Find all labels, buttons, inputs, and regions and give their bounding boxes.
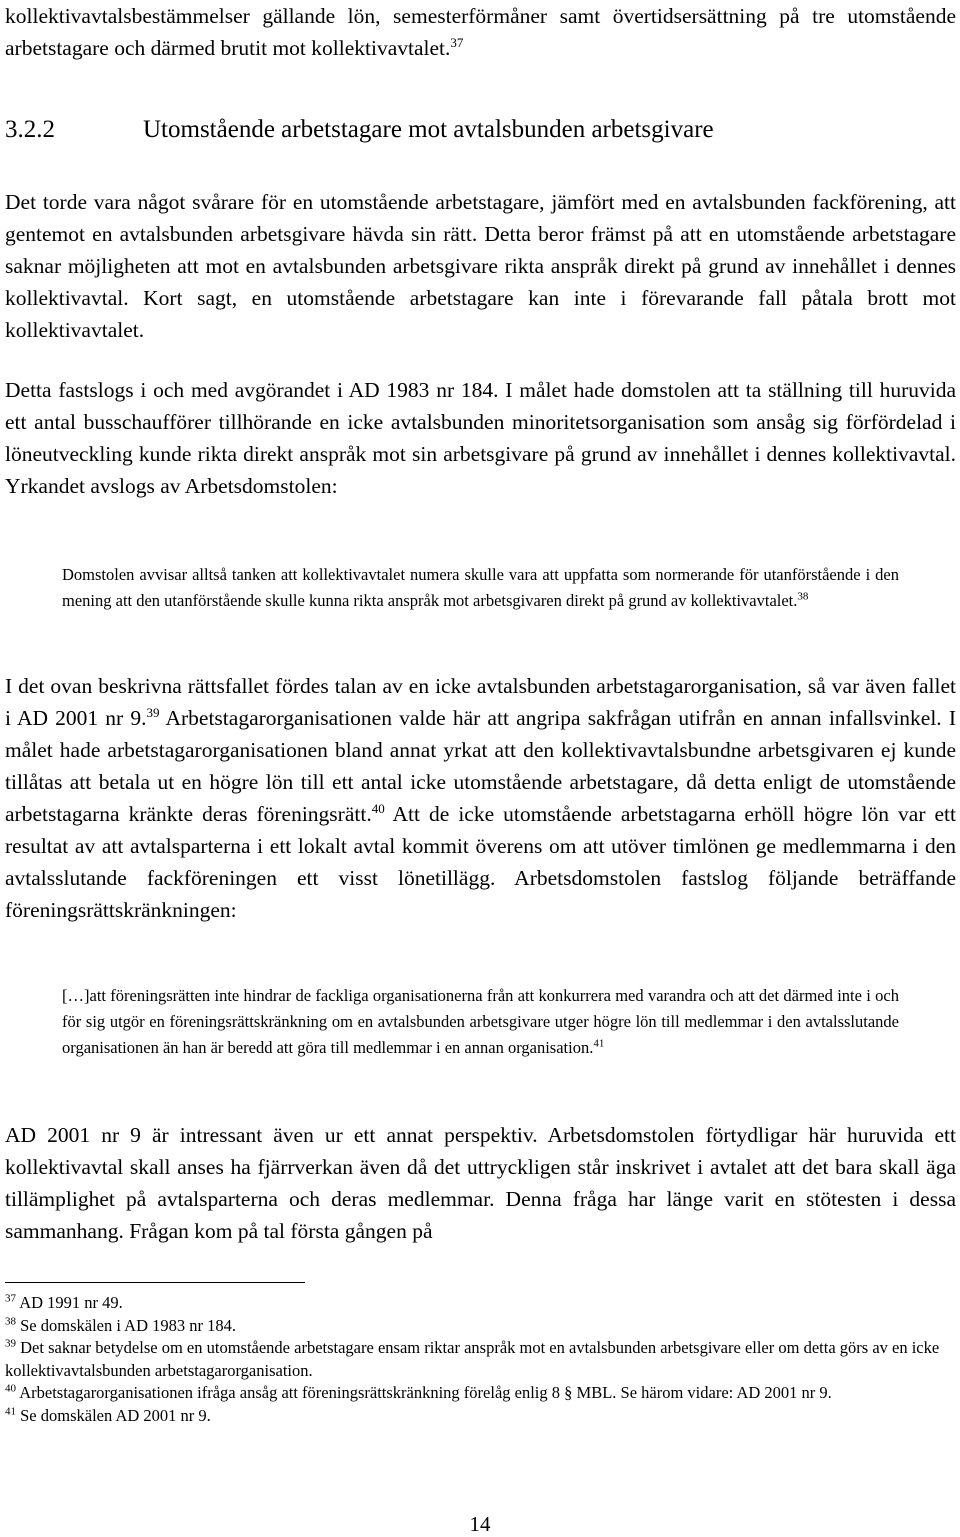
section-heading [5, 114, 956, 146]
footnote [5, 1292, 956, 1315]
paragraph [5, 374, 956, 502]
paragraph-text: kollektivavtalsbestämmelser gällande lön, semesterförmåner samt övertidsersättning på tre utomstående arbetstagare och därmed brutit mot kollektivavtalet. [5, 4, 956, 60]
footnote-ref: 41 [593, 1037, 605, 1050]
footnote [5, 1315, 956, 1338]
footnote-number: 40 [5, 1382, 16, 1395]
paragraph-text: AD 2001 nr 9 är intressant även ur ett annat perspektiv. Arbetsdomstolen förtydligar här huruvida ett kollektivavtal skall anses ha fjärrverkan även då det uttryckligen står inskrivet i avtalet att det bara skall äga tillämplighet på avtalsparterna och deras medlemmar. Denna fråga har länge varit en stötesten i dessa sammanhang. Frågan kom på tal första gången på [5, 1123, 956, 1243]
footnote-text: Se domskälen i AD 1983 nr 184. [20, 1315, 236, 1335]
paragraph [5, 1119, 956, 1247]
paragraph [5, 670, 956, 926]
footnote-ref: 40 [371, 800, 385, 816]
footnote [5, 1337, 956, 1382]
footnote-number: 38 [5, 1315, 16, 1327]
quote-text: Domstolen avvisar alltså tanken att kollektivavtalet numera skulle vara att uppfatta som normerande för utanförstående i den mening att den utanförstående skulle kunna rikta anspråk mot arbetsgivaren direkt på grund av kollektivavtalet. [62, 565, 899, 610]
paragraph-text: Att de icke utomstående arbetstagarna erhöll högre lön var ett resultat av att avtalsparterna i ett lokalt avtal kommit överens om att utöver timlönen ge medlemmarna i den avtalsslutande fackföreningen ett visst lönetillägg. Arbetsdomstolen fastslog följande beträffande föreningsrättskränkningen: [5, 802, 956, 922]
footnote-text: Arbetstagarorganisationen ifråga ansåg att föreningsrättskränkning förelåg enlig 8 § MBL. Se härom vidare: AD 2001 nr 9. [19, 1383, 832, 1402]
paragraph-text: Det torde vara något svårare för en utomstående arbetstagare, jämfört med en avtalsbunden fackförening, att gentemot en avtalsbunden arbetsgivare hävda sin rätt. Detta beror främst på att en utomstående arbetstagare saknar möjligheten att mot en avtalsbunden arbetsgivare rikta anspråk direkt på grund av innehållet i dennes kollektivavtal. Kort sagt, en utomstående arbetstagare kan inte i förevarande fall påtala brott mot kollektivavtalet. [5, 190, 956, 342]
quote-text: […]att föreningsrätten inte hindrar de fackliga organisationerna från att konkurrera med varandra och att det därmed inte i och för sig utgör en föreningsrättskränkning om en avtalsbunden arbetsgivare utger högre lön till medlemmar i den avtalsslutande organisationen än han är beredd att göra till medlemmar i en annan organisation. [62, 986, 899, 1057]
section-title: Utomstående arbetstagare mot avtalsbunden arbetsgivare [143, 116, 714, 143]
paragraph-text: Arbetstagarorganisationen valde här att angripa sakfrågan utifrån en annan infallsvinkel. I målet hade arbetstagarorganisationen bland annat yrkat att den kollektivavtalsbundne arbetsgivaren ej kunde tillåtas att betala ut en högre lön till ett antal icke utomstående arbetstagare, då detta enligt de utomstående arbetstagarna kränkte deras föreningsrätt. [5, 706, 956, 826]
block-quote [62, 983, 899, 1061]
footnote-text: Det saknar betydelse om en utomstående arbetstagare ensam riktar anspråk mot en avtalsbunden arbetsgivare eller om detta görs av en icke kollektivavtalsbunden arbetstagarorganisation. [5, 1338, 940, 1380]
paragraph-text: Detta fastslogs i och med avgörandet i AD 1983 nr 184. I målet hade domstolen att ta ställning till huruvida ett antal busschaufförer tillhörande en icke avtalsbunden minoritetsorganisation som ansåg sig förfördelad i löneutveckling kunde rikta direkt anspråk mot sin arbetsgivare på grund av innehållet i dennes kollektivavtal. Yrkandet avslogs av Arbetsdomstolen: [5, 378, 956, 498]
footnote-text: Se domskälen AD 2001 nr 9. [20, 1405, 211, 1425]
footnote-number: 41 [5, 1405, 16, 1417]
footnote-text: AD 1991 nr 49. [19, 1293, 123, 1312]
paragraph [5, 186, 956, 346]
page-number: 14 [469, 1512, 491, 1536]
footnote-number: 37 [5, 1292, 16, 1305]
footnotes [5, 1292, 956, 1427]
section-number: 3.2.2 [5, 116, 55, 143]
footnote-ref: 39 [146, 704, 160, 720]
footnote-separator [5, 1282, 305, 1283]
footnote-ref: 38 [797, 590, 809, 603]
footnote-number: 39 [5, 1337, 16, 1350]
paragraph-continuation [5, 0, 956, 64]
paragraph-text: I det ovan beskrivna rättsfallet fördes talan av en icke avtalsbunden arbetstagarorganisation, så var även fallet i AD 2001 nr 9. [5, 674, 956, 730]
footnote-ref: 37 [450, 34, 464, 50]
footnote [5, 1382, 956, 1405]
footnote [5, 1405, 956, 1428]
block-quote [62, 562, 899, 614]
